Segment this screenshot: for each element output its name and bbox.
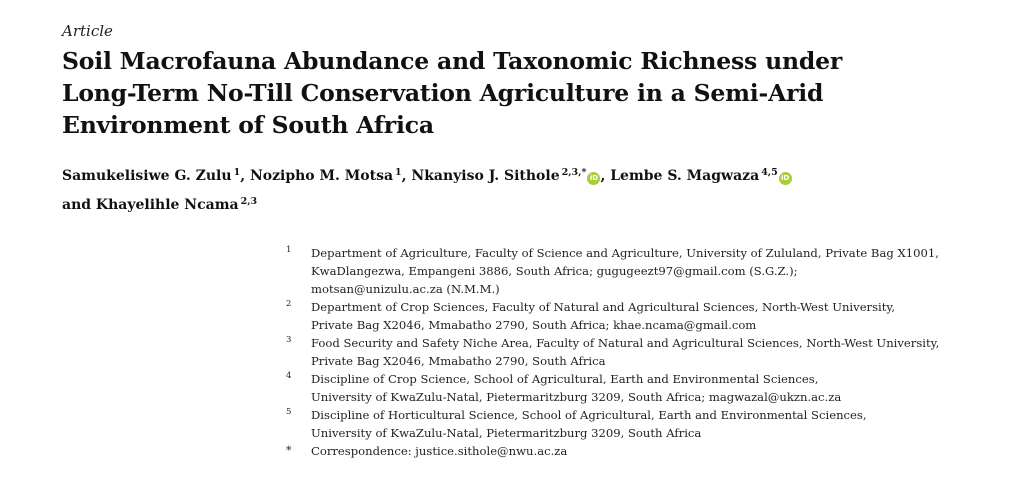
affiliation-item [286, 298, 1026, 334]
orcid-icon[interactable]: iD [779, 172, 792, 185]
affiliation-text: Department of Crop Sciences, Faculty of Natural and Agricultural Sciences, North-West University, [311, 300, 896, 314]
affiliation-marker: 2 [286, 299, 292, 309]
affiliation-text: University of KwaZulu-Natal, Pietermaritzburg 3209, South Africa [311, 426, 702, 440]
title-line: Long-Term No-Till Conservation Agriculture in a Semi-Arid [62, 79, 824, 107]
author-list: Samukelisiwe G. Zulu $^1$, Nozipho M. Motsa $^1$, Nkanyiso J. Sithole $^{2,3,*}$ iD , Lembe S. Magwaza $^{4,5}$ iD and Khayelihle Ncama $^{2,3}$ [62, 160, 1022, 218]
affiliations-list [286, 244, 1026, 460]
author-conjunction: and [62, 197, 92, 213]
affiliation-text: Food Security and Safety Niche Area, Faculty of Natural and Agricultural Sciences, North-West University, [311, 336, 940, 350]
affiliation-item [286, 244, 1026, 298]
author-affiliation-marker: 1 [233, 167, 241, 178]
author-affiliation-marker: 2,3 [240, 196, 258, 207]
orcid-icon[interactable]: iD [587, 172, 600, 185]
author-name: Nkanyiso J. Sithole [411, 168, 560, 184]
title-line: Environment of South Africa [62, 111, 434, 139]
author-affiliation-marker: 4,5 [761, 167, 778, 178]
paper-title [62, 45, 1012, 141]
affiliation-text: Private Bag X2046, Mmabatho 2790, South Africa; khae.ncama@gmail.com [311, 318, 757, 332]
author-name: Khayelihle Ncama [95, 197, 239, 213]
affiliation-marker: 3 [286, 335, 292, 345]
affiliation-text: Department of Agriculture, Faculty of Science and Agriculture, University of Zululand, Private Bag X1001, [311, 246, 939, 260]
correspondence-marker: * [286, 444, 292, 457]
correspondence-text: Correspondence: justice.sithole@nwu.ac.za [311, 444, 568, 458]
affiliation-text: University of KwaZulu-Natal, Pietermaritzburg 3209, South Africa; magwazal@ukzn.ac.za [311, 390, 842, 404]
author-affiliation-marker: 1 [395, 167, 402, 178]
affiliation-text: Private Bag X2046, Mmabatho 2790, South Africa [311, 354, 606, 368]
affiliation-marker: 1 [286, 245, 292, 255]
author-name: Lembe S. Magwaza [610, 168, 760, 184]
correspondence-item [286, 442, 1026, 460]
author-name: Samukelisiwe G. Zulu [62, 168, 232, 184]
affiliation-marker: 5 [286, 407, 292, 417]
affiliation-text: Discipline of Horticultural Science, School of Agricultural, Earth and Environmental Sciences, [311, 408, 867, 422]
affiliation-text: Discipline of Crop Science, School of Agricultural, Earth and Environmental Sciences, [311, 372, 819, 386]
affiliation-item [286, 334, 1026, 370]
affiliation-item [286, 370, 1026, 406]
title-line: Soil Macrofauna Abundance and Taxonomic Richness under [62, 47, 843, 75]
affiliation-marker: 4 [286, 371, 292, 381]
author-affiliation-marker: 2,3,* [561, 167, 587, 178]
affiliation-text: KwaDlangezwa, Empangeni 3886, South Africa; gugugeezt97@gmail.com (S.G.Z.); [311, 264, 798, 278]
article-type-label: Article [62, 22, 113, 40]
author-name: Nozipho M. Motsa [249, 168, 394, 184]
affiliation-item [286, 406, 1026, 442]
affiliation-text: motsan@unizulu.ac.za (N.M.M.) [311, 282, 500, 296]
